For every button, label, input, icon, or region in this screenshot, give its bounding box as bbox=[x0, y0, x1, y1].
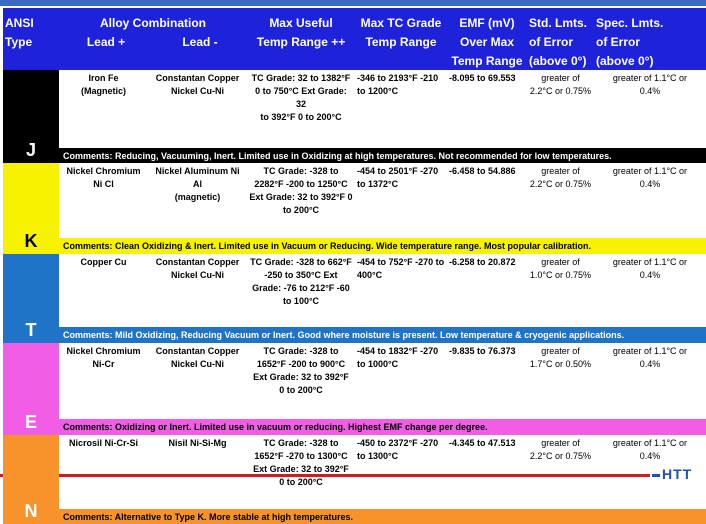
std-limits-cell: greater of 2.2°C or 0.75% bbox=[529, 73, 592, 96]
emf-cell: -4.345 to 47.513 bbox=[449, 438, 516, 448]
max-tc-cell: -454 to 1832°F -270 to 1000°C bbox=[357, 346, 439, 369]
max-tc-cell: -346 to 2193°F -210 to 1200°C bbox=[357, 73, 439, 96]
header-lead-minus: Lead - bbox=[182, 35, 218, 49]
header-spec-limits: Spec. Lmts. of Error (above 0°) bbox=[596, 16, 664, 68]
emf-cell: -6.258 to 20.872 bbox=[449, 257, 516, 267]
max-tc-cell: -454 to 2501°F -270 to 1372°C bbox=[357, 166, 439, 189]
lead-minus-cell: Nisil Ni-Si-Mg bbox=[168, 438, 227, 448]
header-std-limits: Std. Lmts. of Error (above 0°) bbox=[529, 16, 588, 68]
max-useful-cell: TC Grade: -328 to 662°F -250 to 350°C Ext Grade: -76 to 212°F -60 to 100°C bbox=[250, 257, 352, 306]
spec-limits-cell: greater of 1.1°C or 0.4% bbox=[612, 438, 688, 461]
spec-limits-cell: greater of 1.1°C or 0.4% bbox=[612, 166, 688, 189]
lead-plus-cell: Nicrosil Ni-Cr-Si bbox=[68, 438, 138, 448]
comment-bar: Comments: Clean Oxidizing & Inert. Limited use in Vacuum or Reducing. Wide temperature range. Most popular calibration. bbox=[59, 238, 706, 254]
emf-cell: -8.095 to 69.553 bbox=[449, 73, 516, 83]
header-max-tc: Max TC Grade Temp Range bbox=[360, 16, 442, 49]
header-emf: EMF (mV) Over Max Temp Range bbox=[451, 16, 523, 68]
spec-limits-cell: greater of 1.1°C or 0.4% bbox=[612, 73, 688, 96]
lead-minus-cell: Nickel Aluminum Ni Al (magnetic) bbox=[155, 166, 240, 202]
max-useful-cell: TC Grade: -328 to 1652°F -200 to 900°C Ext Grade: 32 to 392°F 0 to 200°C bbox=[253, 346, 349, 395]
lead-plus-cell: Nickel Chromium Ni-Cr bbox=[66, 346, 141, 369]
comment-bar: Comments: Oxidizing or Inert. Limited use in vacuum or reducing. Highest EMF change per degree. bbox=[59, 419, 706, 435]
std-limits-cell: greater of 1.0°C or 0.75% bbox=[529, 257, 592, 280]
lead-minus-cell: Constantan Copper Nickel Cu-Ni bbox=[155, 73, 240, 96]
type-code: K bbox=[3, 163, 59, 254]
table-body bbox=[3, 70, 706, 524]
std-limits-cell: greater of 2.2°C or 0.75% bbox=[529, 438, 592, 461]
lead-plus-cell: Iron Fe (Magnetic) bbox=[81, 73, 126, 96]
std-limits-cell: greater of 1.7°C or 0.50% bbox=[529, 346, 592, 369]
thermocouple-type-block bbox=[3, 343, 706, 435]
lead-minus-cell: Constantan Copper Nickel Cu-Ni bbox=[155, 346, 240, 369]
type-code: T bbox=[3, 254, 59, 343]
thermocouple-type-block bbox=[3, 254, 706, 343]
comment-bar: Comments: Reducing, Vacuuming, Inert. Limited use in Oxidizing at high temperatures. Not recommended for low temperatures. bbox=[59, 148, 706, 163]
max-useful-cell: TC Grade: 32 to 1382°F 0 to 750°C Ext Grade: 32 to 392°F 0 to 200°C bbox=[251, 73, 351, 122]
logo-accent bbox=[652, 474, 660, 477]
header-max-useful: Max Useful Temp Range ++ bbox=[256, 16, 346, 49]
top-accent-bar bbox=[0, 0, 706, 6]
header-ansi-type: ANSI Type bbox=[5, 16, 34, 49]
max-tc-cell: -450 to 2372°F -270 to 1300°C bbox=[357, 438, 439, 461]
spec-limits-cell: greater of 1.1°C or 0.4% bbox=[612, 257, 688, 280]
header-alloy-combination bbox=[59, 8, 247, 71]
type-code: J bbox=[3, 70, 59, 163]
table-header bbox=[3, 8, 706, 70]
thermocouple-type-block bbox=[3, 163, 706, 254]
header-lead-plus: Lead + bbox=[86, 35, 126, 49]
emf-cell: -9.835 to 76.373 bbox=[449, 346, 516, 356]
thermocouple-type-block bbox=[3, 70, 706, 163]
max-useful-cell: TC Grade: -328 to 2282°F -200 to 1250°C Ext Grade: 32 to 392°F 0 to 200°C bbox=[249, 166, 353, 215]
lead-plus-cell: Copper Cu bbox=[80, 257, 127, 267]
thermocouple-type-block bbox=[3, 435, 706, 524]
lead-plus-cell: Nickel Chromium Ni Cl bbox=[66, 166, 141, 189]
std-limits-cell: greater of 2.2°C or 0.75% bbox=[529, 166, 592, 189]
header-alloy-title: Alloy Combination bbox=[100, 16, 206, 30]
type-code: E bbox=[3, 343, 59, 435]
max-tc-cell: -454 to 752°F -270 to 400°C bbox=[357, 257, 445, 280]
type-code: N bbox=[3, 435, 59, 524]
emf-cell: -6.458 to 54.886 bbox=[449, 166, 516, 176]
spec-limits-cell: greater of 1.1°C or 0.4% bbox=[612, 346, 688, 369]
lead-minus-cell: Constantan Copper Nickel Cu-Ni bbox=[155, 257, 240, 280]
max-useful-cell: TC Grade: -328 to 1652°F -270 to 1300°C Ext Grade: 32 to 392°F 0 to 200°C bbox=[253, 438, 349, 487]
htt-logo: HTT bbox=[662, 466, 693, 482]
footer-red-line bbox=[0, 474, 650, 477]
comment-bar: Comments: Mild Oxidizing, Reducing Vacuum or Inert. Good where moisture is present. Low temperature & cryogenic applications. bbox=[59, 327, 706, 343]
thermocouple-table bbox=[3, 8, 706, 524]
comment-bar: Comments: Alternative to Type K. More stable at high temperatures. bbox=[59, 509, 706, 524]
